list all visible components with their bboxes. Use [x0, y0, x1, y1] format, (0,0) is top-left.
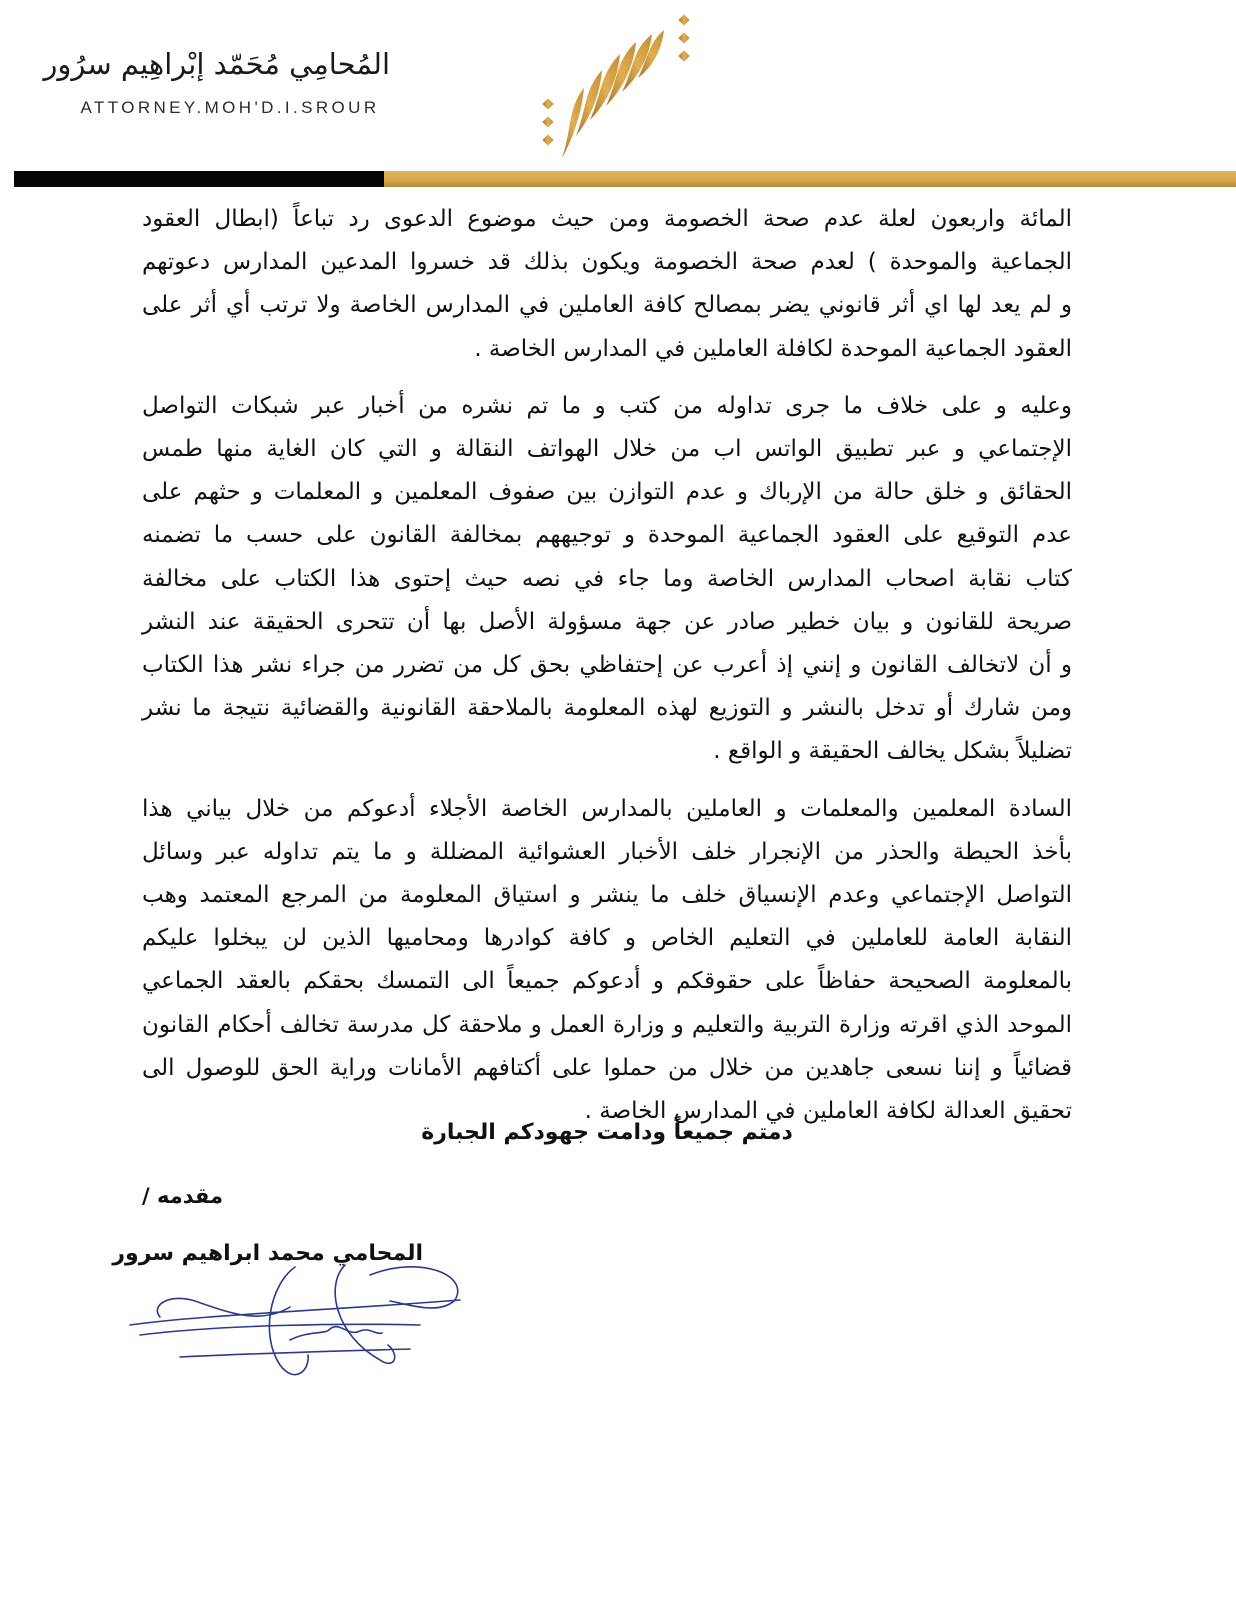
signature-stroke: [269, 1267, 308, 1375]
paragraph-3: [142, 788, 1072, 1134]
signature-stroke: [180, 1349, 410, 1357]
text-line: الإجتماعي و عبر تطبيق الواتس اب من خلال الهواتف النقالة و التي كان الغاية منها طمس: [142, 436, 1072, 463]
attorney-name-english: ATTORNEY.MOH'D.I.SROUR: [80, 98, 380, 117]
gold-calligraphy-logo-icon: [532, 8, 702, 168]
text-line: التواصل الإجتماعي وعدم الإنسياق خلف ما ينشر و استياق المعلومة من المرجع المعتمد وهب: [142, 882, 1072, 909]
attorney-name-arabic: المُحامِي مُحَمّد إبْراهِيم سرُور: [43, 47, 390, 81]
text-line: العقود الجماعية الموحدة لكافلة العاملين في المدارس الخاصة .: [474, 335, 1072, 362]
text-line: تضليلاً بشكل يخالف الحقيقة و الواقع .: [713, 738, 1072, 765]
header-rule-black: [14, 171, 384, 187]
letter-body: [142, 198, 1072, 1147]
text-line: تحقيق العدالة لكافة العاملين في المدارس الخاصة .: [584, 1098, 1072, 1125]
signature-stroke: [335, 1265, 395, 1363]
logo-diamond: [542, 116, 553, 127]
closing-greeting: دمتم جميعاً ودامت جهودكم الجبارة: [421, 1120, 793, 1145]
text-line: النقابة العامة للعاملين في التعليم الخاص و كافة كوادرها ومحاميها الذين لن يبخلوا عليكم: [142, 925, 1072, 952]
logo-diamond: [678, 32, 689, 43]
signature-stroke: [130, 1300, 460, 1325]
paragraph-1: [142, 198, 1072, 371]
paragraph-2: [142, 385, 1072, 774]
text-line: بأخذ الحيطة والحذر من الإنجرار خلف الأخبار العشوائية المضللة و ما يتم تداوله عبر وسائل: [142, 838, 1072, 865]
text-line: المائة واربعون لعلة عدم صحة الخصومة ومن حيث موضوع الدعوى رد تباعاً (ابطال العقود: [142, 206, 1072, 232]
letterhead: [0, 0, 1236, 195]
text-line: عدم التوقيع على العقود الجماعية الموحدة و توجيههم بمخالفة القانون على حسب ما تضمنه: [142, 522, 1072, 549]
signer-name: المحامي محمد ابراهيم سرور: [112, 1241, 423, 1266]
text-line: الموحد الذي اقرته وزارة التربية والتعليم و وزارة العمل و ملاحقة كل مدرسة تخالف أحكام القانون: [142, 1011, 1072, 1038]
text-line: الجماعية والموحدة ) لعدم صحة الخصومة ويكون بذلك قد خسروا المدعين المدارس دعوتهم: [142, 249, 1072, 276]
text-line: صريحة للقانون و بيان خطير صادر عن جهة مسؤولة الأصل بها أن تتحرى الحقيقة عند النشر: [142, 608, 1072, 635]
signature-stroke: [290, 1327, 382, 1340]
text-line: ومن شارك أو تدخل بالنشر و التوزيع لهذه المعلومة بالملاحقة القانونية والقضائية نتيجة ما نشر: [142, 695, 1072, 722]
logo-diamond: [678, 14, 689, 25]
presented-by-label: مقدمه /: [142, 1184, 223, 1208]
text-line: قضائياً و إننا نسعى جاهدين من خلال من حملوا على أكتافهم الأمانات وراية الحق للوصول الى: [142, 1054, 1072, 1081]
logo-diamond: [542, 134, 553, 145]
text-line: بالمعلومة الصحيحة حفاظاً على حقوقكم و أدعوكم جميعاً الى التمسك بحقكم بالعقد الجماعي: [142, 968, 1072, 995]
logo-diamond: [678, 50, 689, 61]
header-rule-gold: [384, 171, 1236, 187]
text-line: و أن لاتخالف القانون و إنني إذ أعرب عن إحتفاظي بحق كل من تضرر من جراء نشر هذا الكتاب: [142, 652, 1072, 679]
text-line: السادة المعلمين والمعلمات و العاملين بالمدارس الخاصة الأجلاء أدعوكم من خلال بياني هذا: [142, 795, 1072, 822]
text-line: كتاب نقابة اصحاب المدارس الخاصة وما جاء في نصه حيث إحتوى هذا الكتاب على مخالفة: [142, 565, 1072, 592]
handwritten-signature-icon: [120, 1245, 480, 1385]
text-line: وعليه و على خلاف ما جرى تداوله من كتب و ما تم نشره من أخبار عبر شبكات التواصل: [142, 392, 1072, 419]
text-line: الحقائق و خلق حالة من الإرباك و عدم التوازن بين صفوف المعلمين و المعلمات و حثهم على: [142, 479, 1072, 506]
attorney-name-block: [43, 44, 390, 118]
text-line: و لم يعد لها اي أثر قانوني يضر بمصالح كافة العاملين في المدارس الخاصة ولا ترتب أي أثر على: [142, 292, 1072, 319]
logo-diamond: [542, 98, 553, 109]
